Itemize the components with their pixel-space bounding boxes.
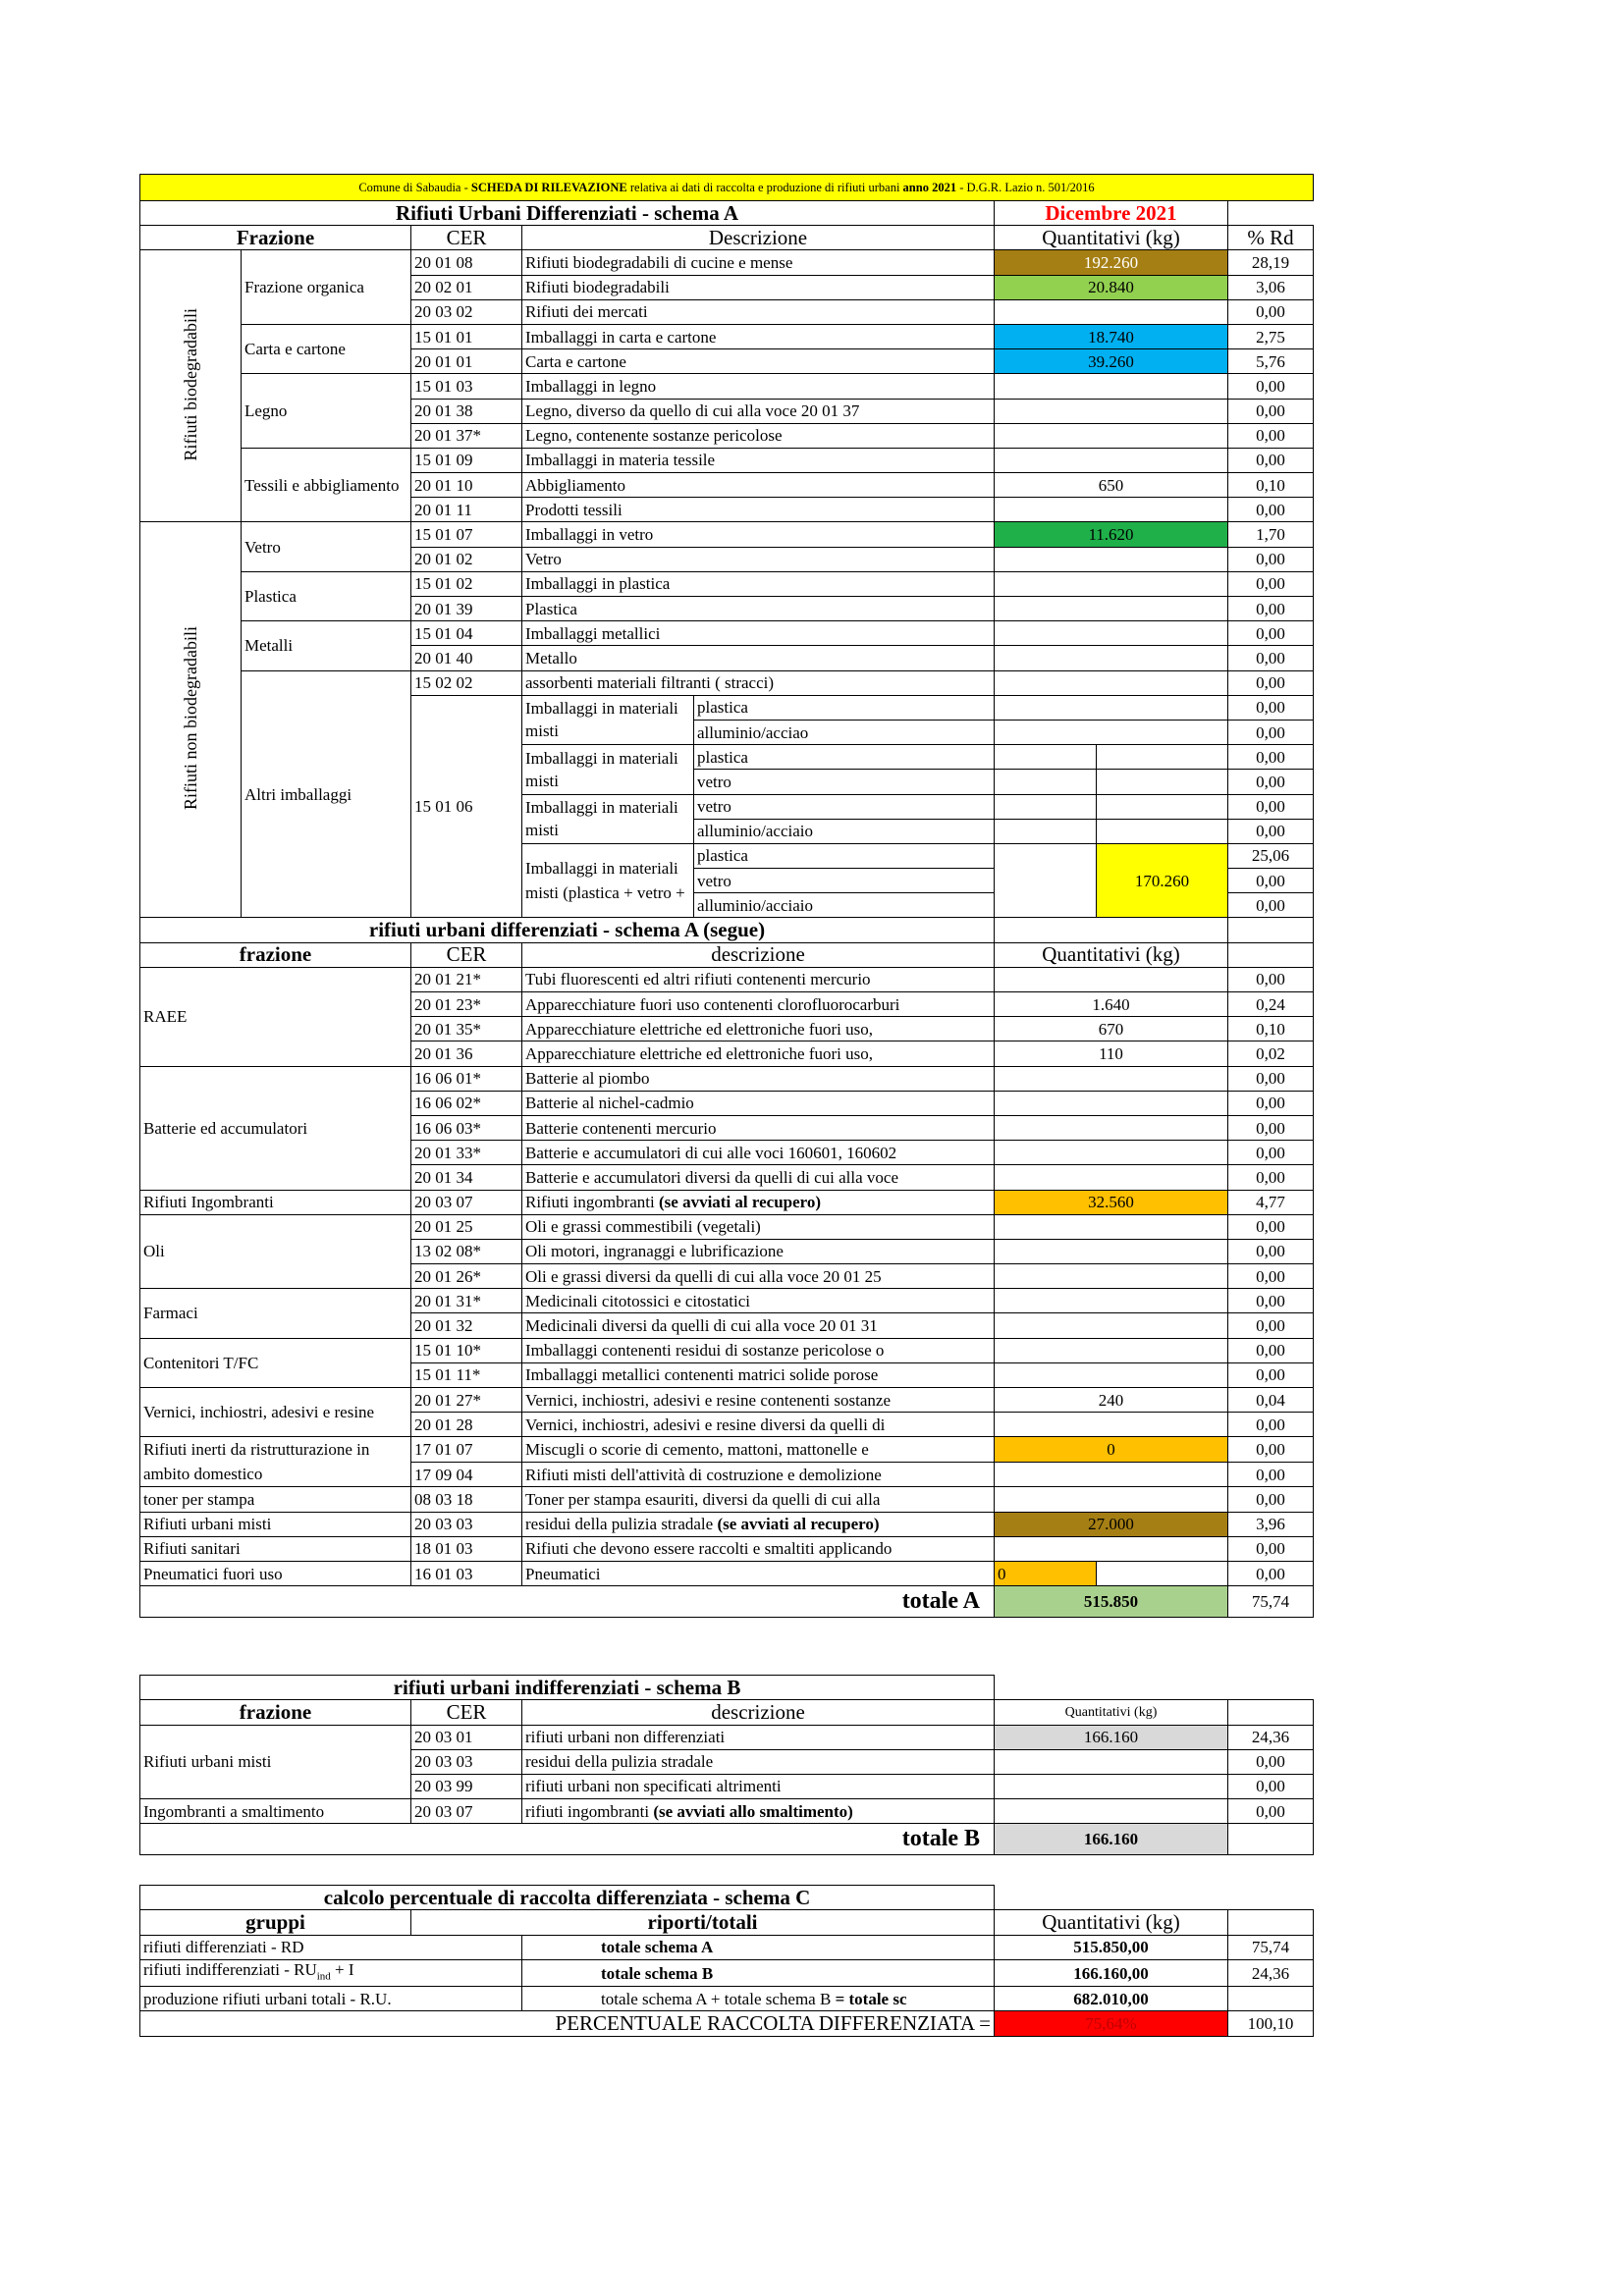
desc-cell: Oli motori, ingranaggi e lubrificazione	[522, 1239, 995, 1263]
rd-cell: 0,00	[1228, 1487, 1314, 1512]
rd-cell: 0,00	[1228, 670, 1314, 695]
cer-cell: 16 06 02*	[411, 1091, 522, 1115]
col-descrizione: descrizione	[522, 942, 995, 967]
schema-c-table	[139, 1885, 1314, 2036]
qty-cell	[995, 646, 1228, 670]
qty-cell	[995, 571, 1228, 596]
cer-cell: 13 02 08*	[411, 1239, 522, 1263]
header-relativa: relativa ai dati di raccolta e produzione di rifiuti urbani	[629, 180, 900, 194]
qty-cell	[995, 597, 1228, 621]
rd-cell: 0,00	[1228, 1749, 1314, 1774]
cer-cell: 16 01 03	[411, 1561, 522, 1585]
desc-cell: Abbigliamento	[522, 473, 995, 498]
col-frazione: frazione	[140, 942, 411, 967]
percentuale-value: 75,64%	[995, 2011, 1228, 2036]
rd-cell: 0,02	[1228, 1041, 1314, 1066]
header-dgr: - D.G.R. Lazio n. 501/2016	[959, 180, 1095, 194]
desc-cell: Vernici, inchiostri, adesivi e resine diversi da quelli di	[522, 1413, 995, 1437]
qty-cell: 192.260	[995, 250, 1228, 275]
schema-b-table	[139, 1675, 1314, 1855]
qty-cell	[995, 1338, 1228, 1362]
col-frazione: frazione	[140, 1700, 411, 1725]
cer-cell: 18 01 03	[411, 1536, 522, 1561]
rd-cell: 0,00	[1228, 967, 1314, 991]
qty-cell	[995, 794, 1097, 819]
qty-cell: 1.640	[995, 992, 1228, 1017]
cer-cell: 15 01 11*	[411, 1362, 522, 1387]
qty-cell: 166.160	[995, 1725, 1228, 1749]
qty-cell	[995, 299, 1228, 324]
rd-cell: 0,00	[1228, 571, 1314, 596]
col-quantitativi: Quantitativi (kg)	[995, 1700, 1228, 1725]
gruppo-ru: rifiuti indifferenziati - $RU_{ind} + I$	[140, 1959, 522, 1986]
rd-cell: 0,00	[1228, 1799, 1314, 1824]
cer-cell: 08 03 18	[411, 1487, 522, 1512]
desc-cell: Metallo	[522, 646, 995, 670]
frazione-contenitori: Contenitori T/FC	[140, 1338, 411, 1387]
cer-cell: 20 03 02	[411, 299, 522, 324]
qty-cell	[995, 1214, 1228, 1239]
qty-cell	[995, 399, 1228, 423]
frazione-toner: toner per stampa	[140, 1487, 411, 1512]
cer-cell: 20 01 23*	[411, 992, 522, 1017]
schema-a-table	[139, 174, 1314, 1618]
cer-cell: 20 01 02	[411, 547, 522, 571]
desc-cell: Apparecchiature elettriche ed elettroniche fuori uso,	[522, 1041, 995, 1066]
misti-material: vetro	[694, 794, 995, 819]
misti-material: plastica	[694, 745, 995, 770]
rd-cell: 0,10	[1228, 473, 1314, 498]
desc-cell: Toner per stampa esauriti, diversi da quelli di cui alla	[522, 1487, 995, 1512]
cer-cell: 20 01 33*	[411, 1141, 522, 1165]
schema-a2-title: rifiuti urbani differenziati - schema A (segue)	[140, 918, 995, 942]
desc-cell: Apparecchiature elettriche ed elettroniche fuori uso,	[522, 1017, 995, 1041]
rd-cell: 0,00	[1228, 1141, 1314, 1165]
rd-cell: 2,75	[1228, 324, 1314, 348]
desc-cell: Apparecchiature fuori uso contenenti clorofluorocarburi	[522, 992, 995, 1017]
qty-cell	[995, 1413, 1228, 1437]
comune-name: Comune di Sabaudia	[358, 180, 461, 194]
desc-cell: Rifiuti biodegradabili di cucine e mense	[522, 250, 995, 275]
frazione-inerti: Rifiuti inerti da ristrutturazione in ambito domestico	[140, 1437, 411, 1487]
totale-b-label: totale B	[140, 1824, 995, 1855]
riporto-b: totale schema B	[522, 1959, 995, 1986]
qty-cell	[1097, 819, 1228, 843]
misti-material: vetro	[694, 869, 995, 893]
rd-cell: 5,76	[1228, 349, 1314, 374]
rd-cell: 0,00	[1228, 1462, 1314, 1487]
cer-cell: 15 01 03	[411, 374, 522, 399]
cer-cell: 16 06 01*	[411, 1066, 522, 1091]
col-quantitativi: Quantitativi (kg)	[995, 226, 1228, 250]
desc-cell: Imballaggi in materia tessile	[522, 448, 995, 472]
misti-material: alluminio/acciaio	[694, 893, 995, 918]
rd-cell: 0,00	[1228, 1437, 1314, 1463]
rd-cell: 75,74	[1228, 1935, 1314, 1959]
rd-cell: 0,00	[1228, 893, 1314, 918]
rd-cell: 0,00	[1228, 1214, 1314, 1239]
waste-survey-sheet	[139, 174, 1313, 2037]
rd-cell: 0,00	[1228, 621, 1314, 646]
rd-cell: 0,00	[1228, 399, 1314, 423]
rd-cell: 0,00	[1228, 1313, 1314, 1338]
desc-cell: Rifiuti che devono essere raccolti e smaltiti applicando	[522, 1536, 995, 1561]
qty-cell	[995, 448, 1228, 472]
rd-cell: 0,00	[1228, 1091, 1314, 1115]
misti-material: vetro	[694, 770, 995, 794]
desc-cell: Vetro	[522, 547, 995, 571]
desc-cell: Medicinali diversi da quelli di cui alla voce 20 01 31	[522, 1313, 995, 1338]
rd-cell: 0,00	[1228, 1264, 1314, 1289]
qty-cell-empty	[1097, 1561, 1228, 1585]
qty-cell	[995, 1239, 1228, 1263]
cer-cell: 20 01 35*	[411, 1017, 522, 1041]
misti-material: alluminio/acciao	[694, 720, 995, 744]
qty-cell: 20.840	[995, 275, 1228, 299]
qty-cell: 0	[995, 1561, 1097, 1585]
col-riporti: riporti/totali	[411, 1910, 995, 1935]
rd-cell: 3,06	[1228, 275, 1314, 299]
qty-cell	[995, 967, 1228, 991]
totale-a-qty: 515.850	[995, 1586, 1228, 1618]
cer-cell: 20 01 38	[411, 399, 522, 423]
rd-cell: 25,06	[1228, 843, 1314, 868]
qty-cell: 670	[995, 1017, 1228, 1041]
misti-material: alluminio/acciaio	[694, 819, 995, 843]
cer-cell: 20 01 31*	[411, 1289, 522, 1313]
frazione-batterie: Batterie ed accumulatori	[140, 1066, 411, 1190]
desc-cell: assorbenti materiali filtranti ( stracci)	[522, 670, 995, 695]
qty-cell	[995, 1313, 1228, 1338]
col-descrizione: descrizione	[522, 1700, 995, 1725]
rd-cell: 0,04	[1228, 1388, 1314, 1413]
cer-cell: 20 03 99	[411, 1774, 522, 1798]
desc-cell: Imballaggi metallici	[522, 621, 995, 646]
qty-cell	[995, 621, 1228, 646]
qty-cell	[995, 1289, 1228, 1313]
qty-cell: 682.010,00	[995, 1987, 1228, 2011]
cer-cell: 20 03 07	[411, 1799, 522, 1824]
qty-cell	[995, 498, 1228, 522]
col-cer: CER	[411, 226, 522, 250]
frazione-ingombranti: Ingombranti a smaltimento	[140, 1799, 411, 1824]
desc-cell: Pneumatici	[522, 1561, 995, 1585]
qty-cell	[995, 770, 1097, 794]
col-gruppi: gruppi	[140, 1910, 411, 1935]
qty-cell	[995, 547, 1228, 571]
qty-cell	[1097, 745, 1228, 770]
qty-cell	[1097, 770, 1228, 794]
rd-cell: 1,70	[1228, 522, 1314, 547]
rd-cell: 0,00	[1228, 1239, 1314, 1263]
desc-cell: Rifiuti dei mercati	[522, 299, 995, 324]
desc-cell: rifiuti ingombranti (se avviati allo smaltimento)	[522, 1799, 995, 1824]
sub-altri-imballaggi: Altri imballaggi	[242, 670, 411, 918]
misti-label: Imballaggi in materiali misti (plastica + vetro +	[522, 843, 694, 918]
desc-cell: Rifiuti ingombranti (se avviati al recupero)	[522, 1190, 995, 1214]
rd-cell: 0,00	[1228, 1561, 1314, 1585]
desc-cell: Imballaggi in legno	[522, 374, 995, 399]
header-anno: anno 2021	[902, 180, 957, 194]
rd-cell: 0,00	[1228, 498, 1314, 522]
qty-cell	[995, 1264, 1228, 1289]
group-biodegradabili: Rifiuti biodegradabili	[140, 250, 242, 522]
cer-cell: 15 01 07	[411, 522, 522, 547]
qty-cell: 240	[995, 1388, 1228, 1413]
rd-cell: 0,00	[1228, 597, 1314, 621]
qty-cell: 18.740	[995, 324, 1228, 348]
frazione-ingombranti: Rifiuti Ingombranti	[140, 1190, 411, 1214]
schema-c-title: calcolo percentuale di raccolta differenziata - schema C	[140, 1886, 995, 1910]
rd-cell: 0,10	[1228, 1017, 1314, 1041]
col-frazione: Frazione	[140, 226, 411, 250]
qty-cell: 39.260	[995, 349, 1228, 374]
qty-cell: 166.160,00	[995, 1959, 1228, 1986]
col-quantitativi: Quantitativi (kg)	[995, 942, 1228, 967]
riporto-totali: totale schema A + totale schema B = totale sc	[522, 1987, 995, 2011]
scheda-label: SCHEDA DI RILEVAZIONE	[470, 180, 627, 194]
rd-cell: 3,96	[1228, 1512, 1314, 1536]
cer-cell: 20 01 37*	[411, 423, 522, 448]
totale-a-rd: 75,74	[1228, 1586, 1314, 1618]
desc-cell: Imballaggi metallici contenenti matrici solide porose	[522, 1362, 995, 1387]
qty-cell: 27.000	[995, 1512, 1228, 1536]
cer-cell: 15 01 09	[411, 448, 522, 472]
desc-cell: Carta e cartone	[522, 349, 995, 374]
percentuale-total: 100,10	[1228, 2011, 1314, 2036]
desc-cell: Prodotti tessili	[522, 498, 995, 522]
qty-cell	[995, 1487, 1228, 1512]
desc-cell: Batterie contenenti mercurio	[522, 1115, 995, 1140]
col-descrizione: Descrizione	[522, 226, 995, 250]
misti-label: Imballaggi in materiali misti	[522, 794, 694, 843]
qty-cell	[995, 1091, 1228, 1115]
cer-cell: 15 02 02	[411, 670, 522, 695]
desc-cell: Imballaggi in vetro	[522, 522, 995, 547]
frazione-pneumatici: Pneumatici fuori uso	[140, 1561, 411, 1585]
cer-cell: 20 03 03	[411, 1749, 522, 1774]
rd-cell: 0,00	[1228, 374, 1314, 399]
desc-cell: Legno, contenente sostanze pericolose	[522, 423, 995, 448]
desc-cell: Batterie e accumulatori di cui alle voci 160601, 160602	[522, 1141, 995, 1165]
percentuale-label: PERCENTUALE RACCOLTA DIFFERENZIATA =	[140, 2011, 995, 2036]
sub-tessili: Tessili e abbigliamento	[242, 448, 411, 522]
rd-cell: 0,00	[1228, 1536, 1314, 1561]
group-non-biodegradabili: Rifiuti non biodegradabili	[140, 522, 242, 918]
cer-cell: 20 01 32	[411, 1313, 522, 1338]
desc-cell: Medicinali citotossici e citostatici	[522, 1289, 995, 1313]
month-label: Dicembre 2021	[995, 201, 1228, 226]
qty-cell	[1097, 794, 1228, 819]
rd-cell: 0,00	[1228, 1289, 1314, 1313]
frazione-misti: Rifiuti urbani misti	[140, 1512, 411, 1536]
sub-plastica: Plastica	[242, 571, 411, 620]
qty-cell	[995, 1362, 1228, 1387]
qty-cell: 110	[995, 1041, 1228, 1066]
frazione-raee: RAEE	[140, 967, 411, 1066]
schema-a-title: Rifiuti Urbani Differenziati - schema A	[140, 201, 995, 226]
cer-cell: 20 01 36	[411, 1041, 522, 1066]
qty-cell	[995, 1141, 1228, 1165]
misti-material: plastica	[694, 843, 995, 868]
desc-cell: Batterie al nichel-cadmio	[522, 1091, 995, 1115]
cer-cell: 15 01 04	[411, 621, 522, 646]
rd-cell: 0,00	[1228, 1362, 1314, 1387]
qty-cell	[995, 745, 1097, 770]
cer-cell: 20 01 21*	[411, 967, 522, 991]
frazione-misti: Rifiuti urbani misti	[140, 1725, 411, 1799]
qty-cell	[995, 1066, 1228, 1091]
cer-cell: 20 01 25	[411, 1214, 522, 1239]
desc-cell: rifiuti urbani non differenziati	[522, 1725, 995, 1749]
rd-cell: 0,00	[1228, 720, 1314, 744]
desc-cell: Tubi fluorescenti ed altri rifiuti contenenti mercurio	[522, 967, 995, 991]
desc-cell: Batterie e accumulatori diversi da quelli di cui alla voce	[522, 1165, 995, 1190]
desc-cell: Oli e grassi commestibili (vegetali)	[522, 1214, 995, 1239]
rd-cell: 0,00	[1228, 1774, 1314, 1798]
cer-cell: 20 01 27*	[411, 1388, 522, 1413]
gruppo-rd: rifiuti differenziati - RD	[140, 1935, 522, 1959]
desc-cell: Vernici, inchiostri, adesivi e resine contenenti sostanze	[522, 1388, 995, 1413]
qty-cell: 0	[995, 1437, 1228, 1463]
qty-cell	[995, 1774, 1228, 1798]
cer-cell: 16 06 03*	[411, 1115, 522, 1140]
desc-cell: Legno, diverso da quello di cui alla voce 20 01 37	[522, 399, 995, 423]
desc-cell: Imballaggi in carta e cartone	[522, 324, 995, 348]
misti-label: Imballaggi in materiali misti	[522, 745, 694, 794]
qty-cell	[995, 670, 1228, 695]
qty-cell: 11.620	[995, 522, 1228, 547]
rd-cell: 0,00	[1228, 448, 1314, 472]
cer-cell: 20 01 10	[411, 473, 522, 498]
rd-cell: 0,00	[1228, 745, 1314, 770]
frazione-farmaci: Farmaci	[140, 1289, 411, 1338]
rd-cell: 0,00	[1228, 1066, 1314, 1091]
sub-carta-cartone: Carta e cartone	[242, 324, 411, 373]
schema-b-title: rifiuti urbani indifferenziati - schema B	[140, 1676, 995, 1700]
rd-cell: 0,00	[1228, 646, 1314, 670]
cer-cell: 20 01 01	[411, 349, 522, 374]
desc-cell: Rifiuti biodegradabili	[522, 275, 995, 299]
desc-cell: Imballaggi in plastica	[522, 571, 995, 596]
desc-cell: Miscugli o scorie di cemento, mattoni, mattonelle e	[522, 1437, 995, 1463]
rd-cell: 0,00	[1228, 819, 1314, 843]
rd-cell: 0,00	[1228, 547, 1314, 571]
rd-cell: 24,36	[1228, 1959, 1314, 1986]
rd-cell: 0,00	[1228, 770, 1314, 794]
rd-cell: 24,36	[1228, 1725, 1314, 1749]
cer-cell: 20 01 11	[411, 498, 522, 522]
qty-cell: 650	[995, 473, 1228, 498]
totale-a-label: totale A	[140, 1586, 995, 1618]
frazione-vernici: Vernici, inchiostri, adesivi e resine	[140, 1388, 411, 1437]
cer-cell: 15 01 02	[411, 571, 522, 596]
desc-cell: Imballaggi contenenti residui di sostanze pericolose o	[522, 1338, 995, 1362]
qty-cell	[995, 1115, 1228, 1140]
desc-cell: Rifiuti misti dell'attività di costruzione e demolizione	[522, 1462, 995, 1487]
rd-cell: 28,19	[1228, 250, 1314, 275]
sub-metalli: Metalli	[242, 621, 411, 670]
desc-cell: Plastica	[522, 597, 995, 621]
qty-cell	[995, 720, 1228, 744]
col-rd: % Rd	[1228, 226, 1314, 250]
rd-cell: 0,00	[1228, 1338, 1314, 1362]
cer-cell: 20 03 07	[411, 1190, 522, 1214]
qty-cell	[995, 1749, 1228, 1774]
cer-cell: 20 03 03	[411, 1512, 522, 1536]
desc-cell: Oli e grassi diversi da quelli di cui alla voce 20 01 25	[522, 1264, 995, 1289]
desc-cell: residui della pulizia stradale (se avviati al recupero)	[522, 1512, 995, 1536]
misti-total: 170.260	[1097, 843, 1228, 918]
qty-cell	[995, 1165, 1228, 1190]
qty-cell	[995, 423, 1228, 448]
rd-cell: 0,24	[1228, 992, 1314, 1017]
qty-cell: 32.560	[995, 1190, 1228, 1214]
sub-frazione-organica: Frazione organica	[242, 250, 411, 325]
desc-cell: residui della pulizia stradale	[522, 1749, 995, 1774]
cer-cell: 20 01 08	[411, 250, 522, 275]
cer-cell: 20 01 39	[411, 597, 522, 621]
frazione-sanitari: Rifiuti sanitari	[140, 1536, 411, 1561]
sub-vetro: Vetro	[242, 522, 411, 571]
desc-cell: Batterie al piombo	[522, 1066, 995, 1091]
cer-cell: 20 01 34	[411, 1165, 522, 1190]
sub-legno: Legno	[242, 374, 411, 449]
rd-cell: 0,00	[1228, 423, 1314, 448]
rd-cell: 0,00	[1228, 1413, 1314, 1437]
sheet-header: Comune di Sabaudia - SCHEDA DI RILEVAZIONE relativa ai dati di raccolta e produzione di rifiuti urbani anno 2021 - D.G.R. Lazio n. 501/2016	[140, 175, 1314, 201]
cer-cell: 17 01 07	[411, 1437, 522, 1463]
desc-cell: rifiuti urbani non specificati altrimenti	[522, 1774, 995, 1798]
rd-cell: 0,00	[1228, 1165, 1314, 1190]
gruppo-totali: produzione rifiuti urbani totali - R.U.	[140, 1987, 522, 2011]
cer-cell: 20 01 28	[411, 1413, 522, 1437]
qty-cell	[995, 1799, 1228, 1824]
cer-cell: 17 09 04	[411, 1462, 522, 1487]
cer-cell: 20 01 40	[411, 646, 522, 670]
qty-cell: 515.850,00	[995, 1935, 1228, 1959]
col-quantitativi: Quantitativi (kg)	[995, 1910, 1228, 1935]
qty-cell	[995, 819, 1097, 843]
qty-cell	[995, 1536, 1228, 1561]
rd-cell: 0,00	[1228, 1115, 1314, 1140]
rd-cell: 0,00	[1228, 299, 1314, 324]
cer-cell: 20 02 01	[411, 275, 522, 299]
rd-cell: 0,00	[1228, 695, 1314, 720]
misti-material: plastica	[694, 695, 995, 720]
rd-cell: 0,00	[1228, 794, 1314, 819]
rd-cell: 0,00	[1228, 869, 1314, 893]
cer-cell: 15 01 10*	[411, 1338, 522, 1362]
totale-b-qty: 166.160	[995, 1824, 1228, 1855]
cer-cell: 20 03 01	[411, 1725, 522, 1749]
rd-cell: 4,77	[1228, 1190, 1314, 1214]
qty-cell	[995, 695, 1228, 720]
col-cer: CER	[411, 1700, 522, 1725]
qty-cell	[995, 843, 1097, 918]
cer-cell: 15 01 01	[411, 324, 522, 348]
qty-cell	[995, 1462, 1228, 1487]
cer-misti: 15 01 06	[411, 695, 522, 918]
col-cer: CER	[411, 942, 522, 967]
riporto-a: totale schema A	[522, 1935, 995, 1959]
cer-cell: 20 01 26*	[411, 1264, 522, 1289]
misti-label: Imballaggi in materiali misti	[522, 695, 694, 744]
qty-cell	[995, 374, 1228, 399]
frazione-oli: Oli	[140, 1214, 411, 1289]
